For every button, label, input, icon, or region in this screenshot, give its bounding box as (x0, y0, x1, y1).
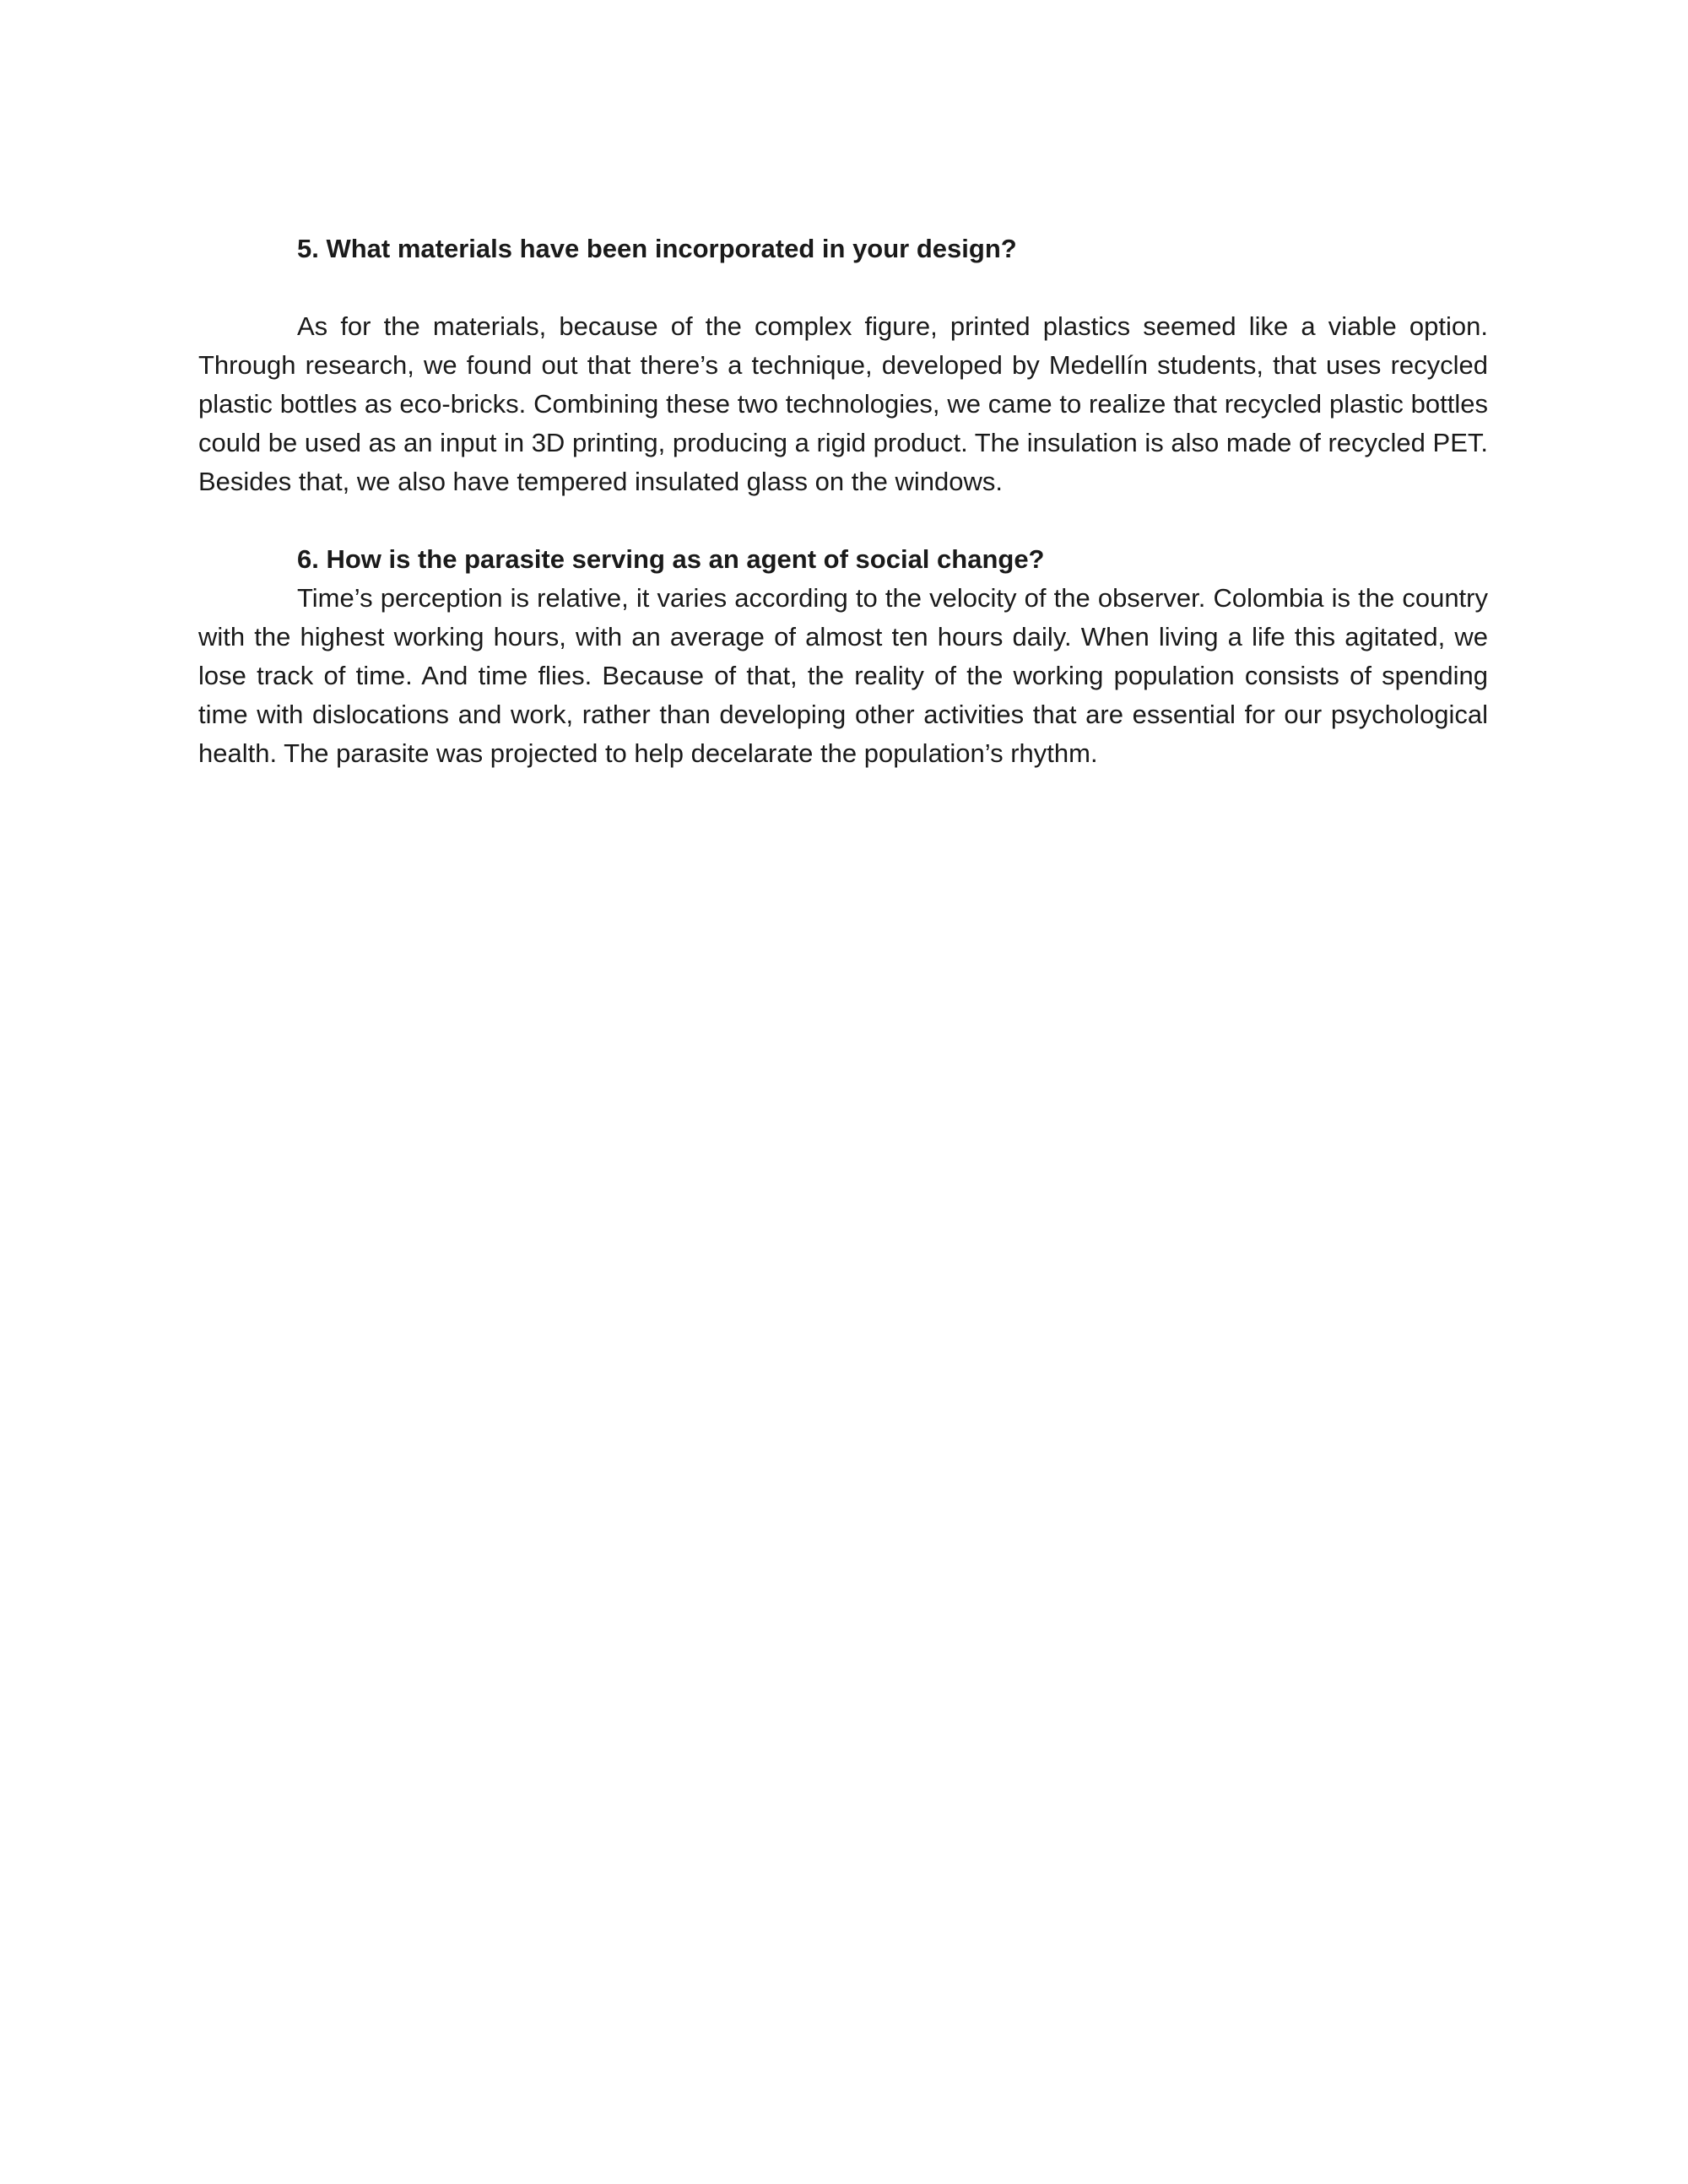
document-content (198, 230, 1488, 773)
section-6-heading: 6. How is the parasite serving as an agent of social change? (297, 544, 1045, 574)
section-5-paragraph: As for the materials, because of the complex figure, printed plastics seemed like a viable option. Through research, we found out that there’s a technique, developed by Medellín students, that uses recycled plastic bottles as eco-bricks. Combining these two technologies, we came to realize that recycled plastic bottles could be used as an input in 3D printing, producing a rigid product. The insulation is also made of recycled PET. Besides that, we also have tempered insulated glass on the windows. (198, 311, 1488, 496)
section-6-paragraph: Time’s perception is relative, it varies according to the velocity of the observer. Colombia is the country with the highest working hours, with an average of almost ten hours daily. When living a life this agitated, we lose track of time. And time flies. Because of that, the reality of the working population consists of spending time with dislocations and work, rather than developing other activities that are essential for our psychological health. The parasite was projected to help decelarate the population’s rhythm. (198, 583, 1488, 768)
spacer (198, 501, 1488, 540)
spacer (198, 268, 1488, 307)
section-5-heading: 5. What materials have been incorporated in your design? (297, 234, 1017, 263)
